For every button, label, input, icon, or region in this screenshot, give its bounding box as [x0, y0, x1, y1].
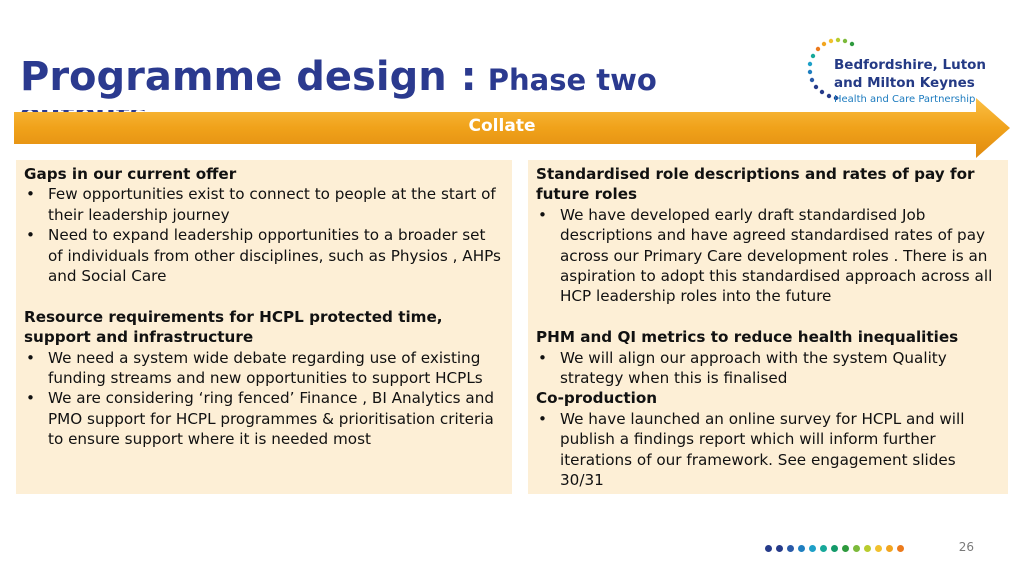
logo-line-1: Bedfordshire, Luton	[834, 57, 987, 73]
footer-dot	[798, 545, 805, 552]
list-item: • Need to expand leadership opportunities to a broader set of individuals from other disciplines, such as Physios , AHPs and Social Care	[24, 225, 504, 286]
roles-heading: Standardised role descriptions and rates of pay for future roles	[536, 165, 975, 204]
footer-dots	[765, 545, 904, 553]
coproduction-list	[536, 409, 1000, 491]
list-item: • We are considering ‘ring fenced’ Finance , BI Analytics and PMO support for HCPL programmes & prioritisation criteria to ensure support where it is needed most	[24, 388, 504, 449]
gaps-heading: Gaps in our current offer	[24, 165, 237, 183]
resource-list	[24, 348, 504, 450]
footer-dot	[875, 545, 882, 552]
page-number: 26	[958, 540, 974, 554]
footer-dot	[831, 545, 838, 552]
footer-dot	[864, 545, 871, 552]
phm-heading: PHM and QI metrics to reduce health inequalities	[536, 328, 959, 347]
list-item: • We need a system wide debate regarding use of existing funding streams and new opportunities to support HCPLs	[24, 348, 504, 389]
footer-dot	[809, 545, 816, 552]
gaps-list	[24, 184, 504, 286]
footer-dot	[820, 545, 827, 552]
footer-dot	[787, 545, 794, 552]
list-item: • Few opportunities exist to connect to people at the start of their leadership journey	[24, 184, 504, 225]
right-panel	[528, 160, 1008, 494]
roles-list	[536, 205, 1000, 307]
logo-line-3: Health and Care Partnership	[834, 94, 976, 105]
logo-line-2: and Milton Keynes	[834, 75, 975, 91]
coproduction-heading: Co-production	[536, 389, 658, 408]
footer-dot	[765, 545, 772, 552]
footer-dot	[886, 545, 893, 552]
footer-dot	[853, 545, 860, 552]
slide-title-main: Programme design :	[20, 54, 477, 100]
list-item: • We have launched an online survey for HCPL and will publish a findings report which will inform further iterations of our framework. See engagement slides 30/31	[536, 409, 1000, 491]
list-item: • We will align our approach with the system Quality strategy when this is finalised	[536, 348, 1000, 389]
list-item: • We have developed early draft standardised Job descriptions and have agreed standardised rates of pay across our Primary Care development roles . There is an aspiration to adopt this standardised approach across all HCP leadership roles into the future	[536, 205, 1000, 307]
logo-text	[834, 56, 986, 108]
resource-heading: Resource requirements for HCPL protected time, support and infrastructure	[24, 307, 443, 347]
left-panel	[16, 160, 512, 494]
collate-label: Collate	[468, 116, 536, 136]
footer-dot	[897, 545, 904, 552]
slide-title-sub: Phase two	[487, 63, 657, 97]
footer-dot	[842, 545, 849, 552]
footer-dot	[776, 545, 783, 552]
phm-list	[536, 348, 1000, 389]
